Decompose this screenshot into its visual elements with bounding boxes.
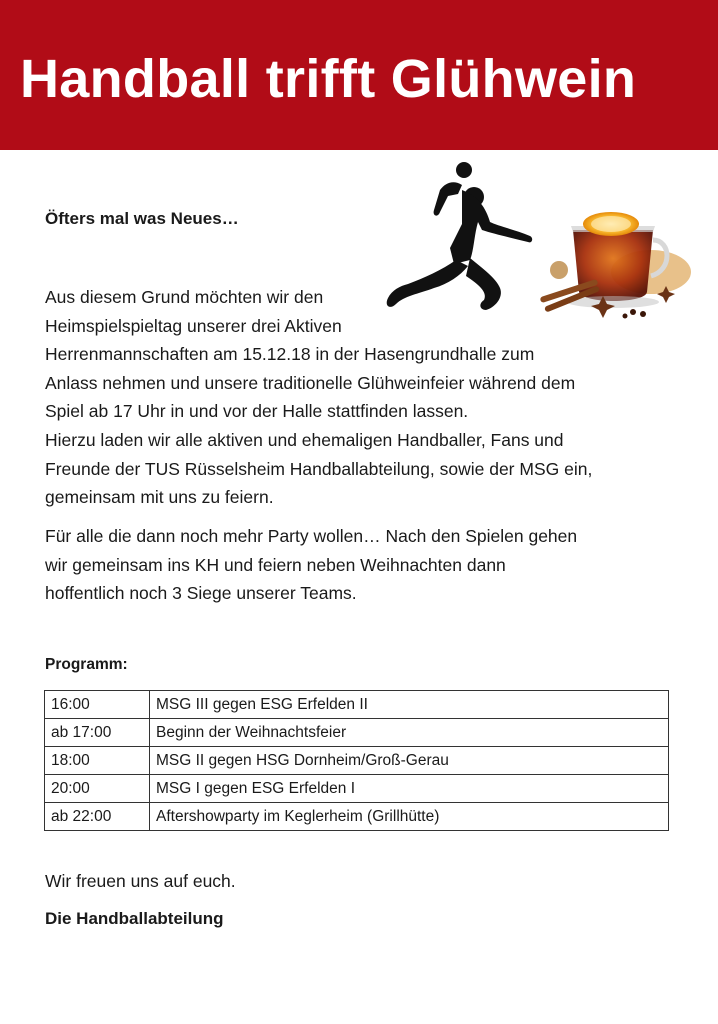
paragraph-line: Für alle die dann noch mehr Party wollen… Nach den Spielen gehen: [45, 526, 578, 546]
intro-subtitle: Öfters mal was Neues…: [45, 209, 239, 228]
paragraph-line: hoffentlich noch 3 Siege unserer Teams.: [45, 583, 357, 604]
paragraph-line: Heimspielspieltag unserer drei Aktiven: [45, 315, 342, 336]
page-title: Handball trifft Glühwein: [20, 49, 637, 109]
paragraph-line: Anlass nehmen und unsere traditionelle Glühweinfeier während dem: [45, 372, 576, 393]
table-row: [45, 747, 669, 775]
closing-text: Wir freuen uns auf euch.: [45, 871, 236, 891]
table-row: [45, 719, 669, 747]
table-row: [45, 775, 669, 803]
schedule-event: MSG I gegen ESG Erfelden I: [150, 775, 669, 803]
schedule-time: 18:00: [45, 747, 150, 775]
paragraph-line: Hierzu laden wir alle aktiven und ehemaligen Handballer, Fans und: [45, 429, 564, 450]
schedule-time: 16:00: [45, 691, 150, 719]
schedule-time: ab 22:00: [45, 803, 150, 831]
table-row: [45, 691, 669, 719]
program-heading: Programm:: [45, 656, 128, 673]
schedule-event: Beginn der Weihnachtsfeier: [150, 719, 669, 747]
paragraph-line: Spiel ab 17 Uhr in und vor der Halle stattfinden lassen.: [45, 401, 469, 422]
schedule-event: MSG II gegen HSG Dornheim/Groß-Gerau: [150, 747, 669, 775]
party-paragraph: [45, 522, 685, 608]
intro-paragraph: [45, 283, 685, 512]
signature: Die Handballabteilung: [45, 909, 224, 928]
paragraph-line: Aus diesem Grund möchten wir den: [45, 287, 324, 307]
schedule-event: MSG III gegen ESG Erfelden II: [150, 691, 669, 719]
header-banner: [0, 0, 718, 150]
schedule-event: Aftershowparty im Keglerheim (Grillhütte): [150, 803, 669, 831]
schedule-time: 20:00: [45, 775, 150, 803]
schedule-time: ab 17:00: [45, 719, 150, 747]
paragraph-line: Freunde der TUS Rüsselsheim Handballabteilung, sowie der MSG ein,: [45, 458, 593, 479]
paragraph-line: wir gemeinsam ins KH und feiern neben Weihnachten dann: [45, 554, 506, 575]
paragraph-line: gemeinsam mit uns zu feiern.: [45, 487, 274, 508]
program-table: [44, 690, 669, 831]
table-row: [45, 803, 669, 831]
paragraph-line: Herrenmannschaften am 15.12.18 in der Hasengrundhalle zum: [45, 344, 535, 365]
